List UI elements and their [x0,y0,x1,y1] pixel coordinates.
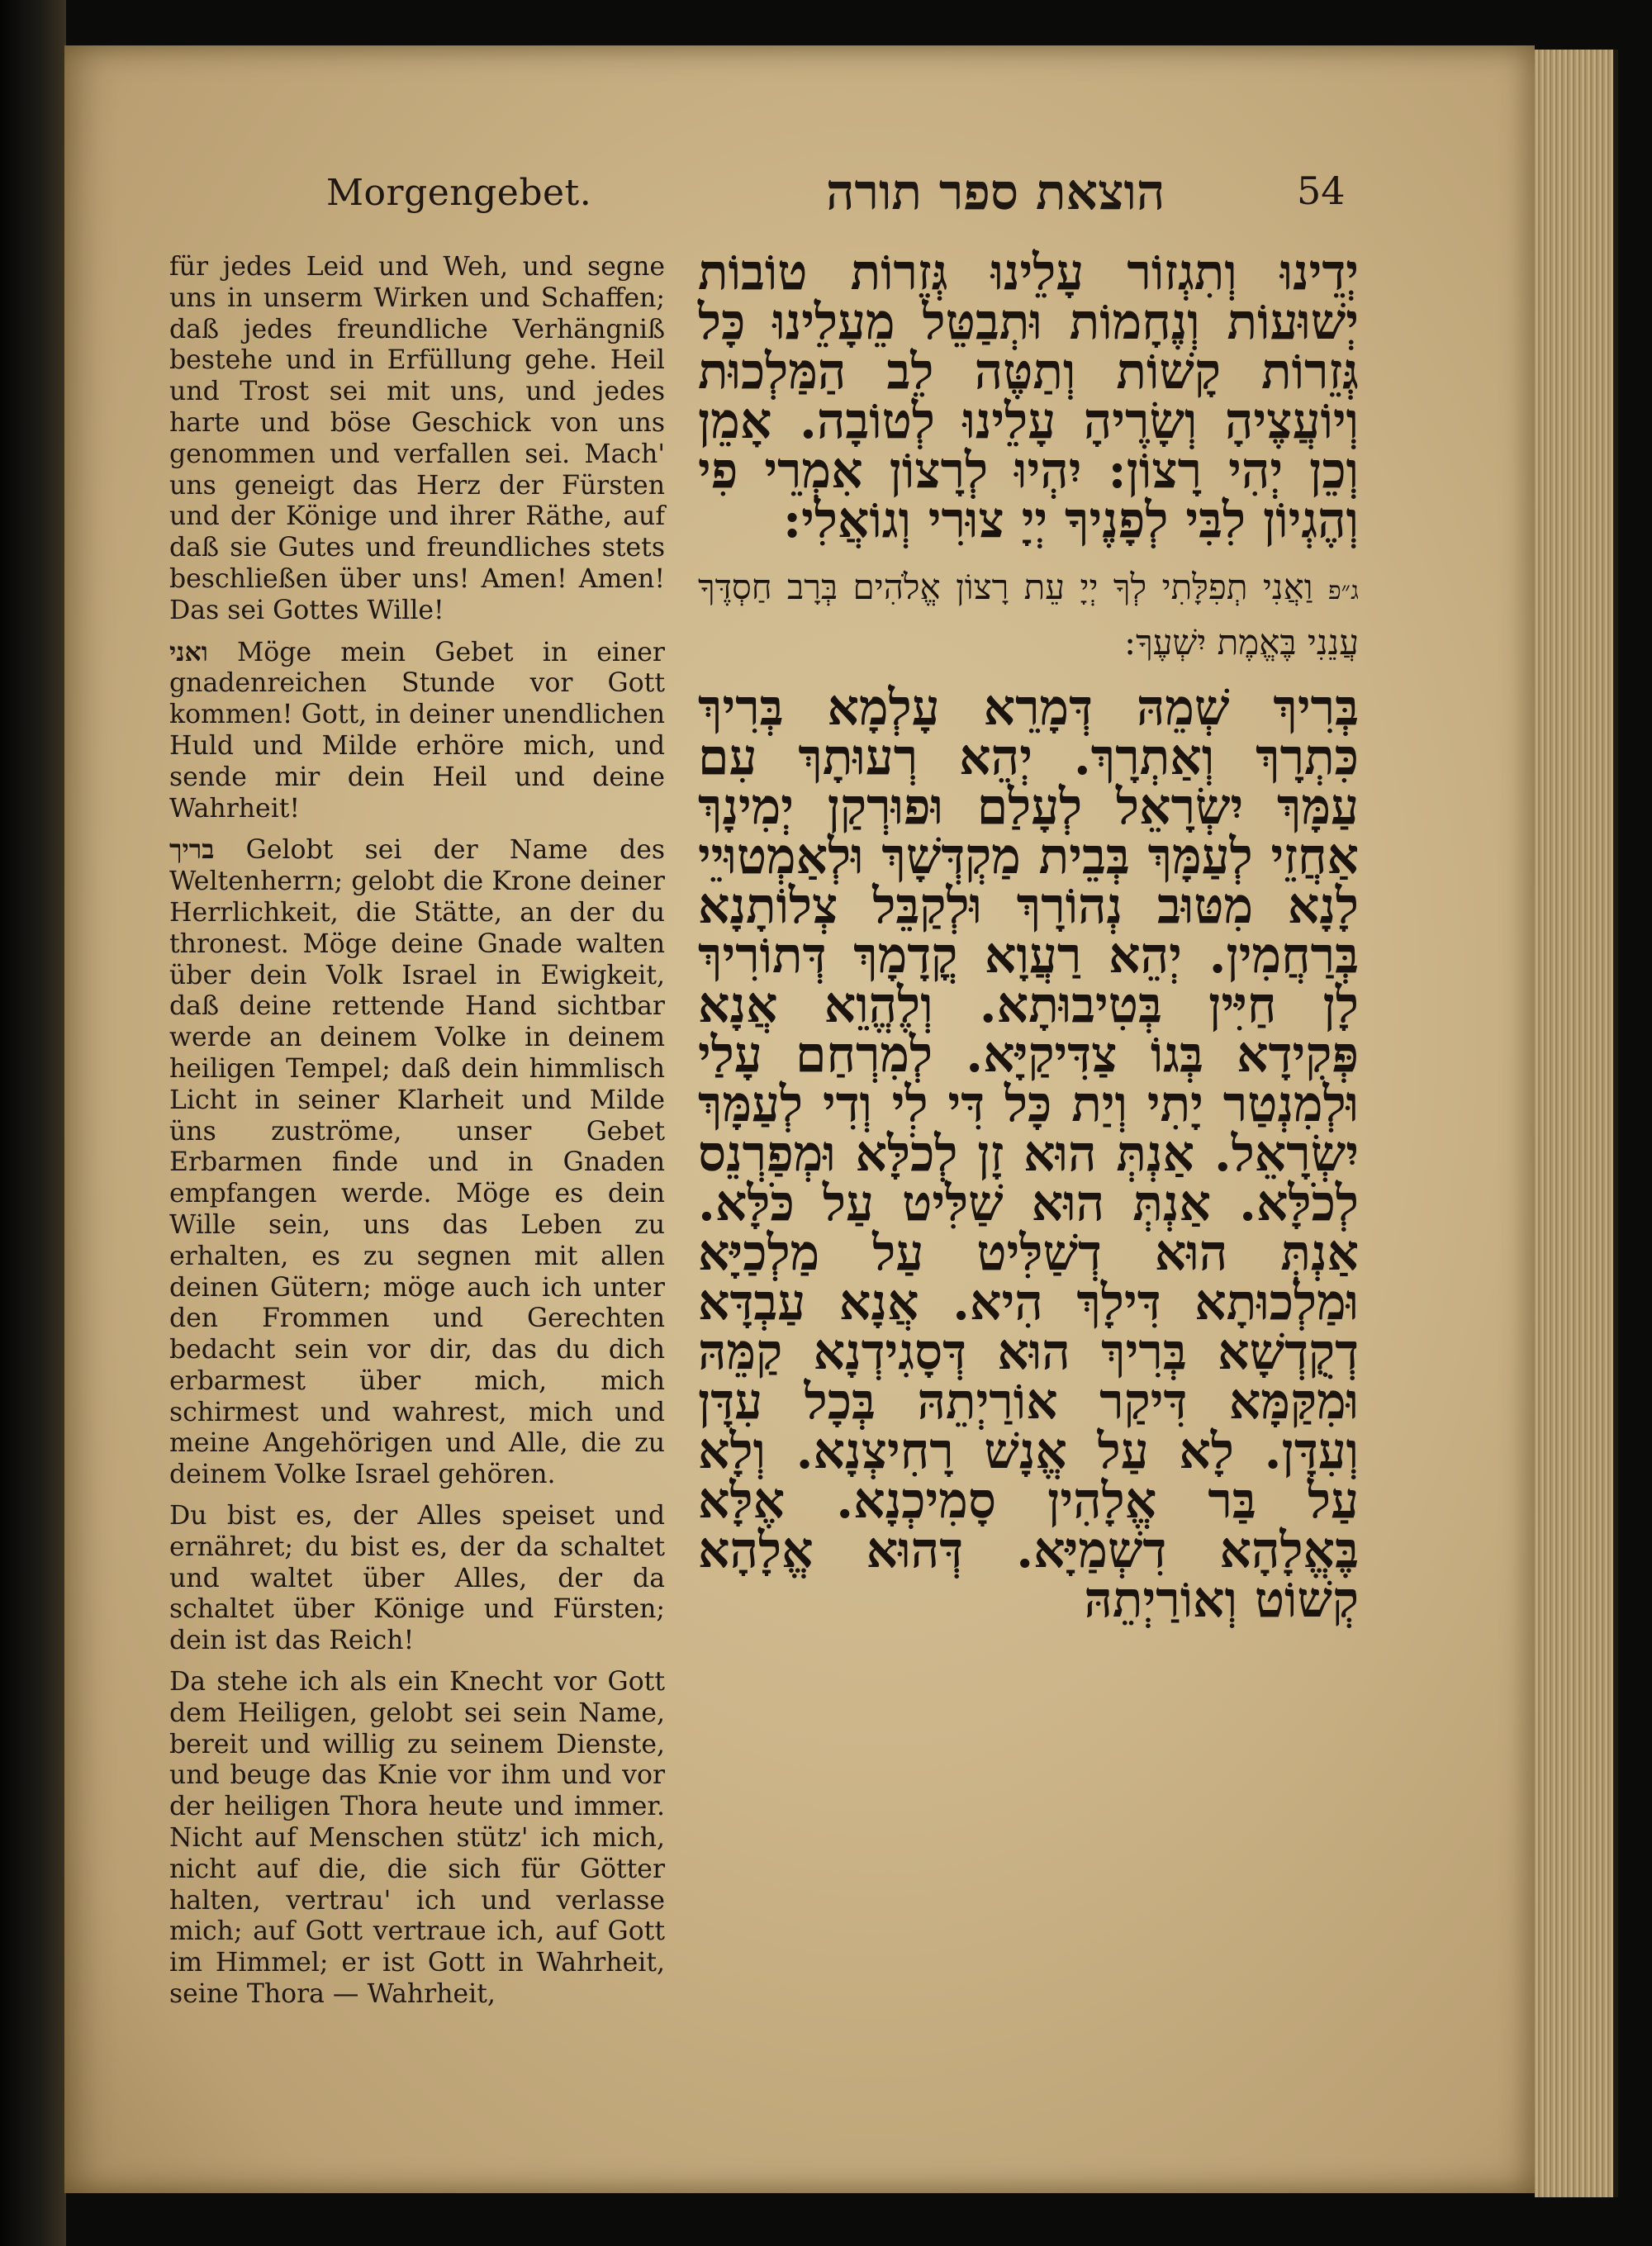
german-paragraph-3-text: Gelobt sei der Name des Weltenherrn; gelobt die Krone deiner Herrlichkeit, die Stätte, an der du thronest. Möge deine Gnade walten über dein Volk Israel in Ewigkeit, daß deine rettende Hand sichtbar werde an deinem Volke in deinem heiligen Tempel; daß dein himmlisch Licht in seiner Klarheit und Milde üns zuströme, unser Gebet Erbarmen finde und in Gnaden empfangen werde. Möge es dein Wille sein, uns das Leben zu erhalten, es zu segnen mit allen deinen Gütern; möge auch ich unter den Frommen und Gerechten bedacht sein vor dir, das du dich erbarmest über mich, mich schirmest und wahrest, mich und meine Angehörigen und Alle, die zu deinem Volke Israel gehören. [169,835,665,1490]
running-title-hebrew: הוצאת ספר תורה [826,164,1165,221]
hebrew-block-1: יְדֵינוּ וְתִגְזוֹר עָלֵינוּ גְּזֵרוֹת טוֹבוֹת יְשׁוּעוֹת וְנֶחָמוֹת וּתְבַטֵּל מֵעָלֵינוּ כָּל גְּזֵרוֹת קָשׁוֹת וְתַטֶּה לֵב הַמַּלְכוּת וְיוֹעֲצֶיהָ וְשָׂרֶיהָ עָלֵינוּ לְטוֹבָה. אָמֵן וְכֵן יְהִי רָצוֹן: יִהְיוּ לְרָצוֹן אִמְרֵי פִי וְהֶגְיוֹן לִבִּי לְפָנֶיךָ יְיָ צוּרִי וְגוֹאֲלִי: [698,244,1359,549]
german-paragraph-2-text: Möge mein Gebet in einer gnadenreichen Stunde vor Gott kommen! Gott, in deiner unendlichen Huld und Milde erhöre mich, und sende mir dein Heil und deine Wahrheit! [169,637,665,824]
page-edges [1535,50,1618,2197]
hebrew-small-verse [698,562,1359,668]
german-paragraph-3 [169,834,665,1491]
german-paragraph-2 [169,637,665,825]
hebrew-small-verse-text: וַאֲנִי תְפִלָּתִי לְךָ יְיָ עֵת רָצוֹן אֱלֹהִים בְּרָב חַסְדֶּךָ עֲנֵנִי בֶּאֱמֶת יִשְׁעֶךָ: [698,567,1359,662]
german-paragraph-4: Du bist es, der Alles speiset und ernähret; du bist es, der da schaltet und waltet über Alles, der da schaltet über Könige und Fürsten; dein ist das Reich! [169,1501,665,1656]
running-title-german: Morgengebet. [326,172,592,214]
german-paragraph-1: für jedes Leid und Weh, und segne uns in unserm Wirken und Schaffen; daß jedes freundliche Verhängniß bestehe und in Erfüllung gehe. Heil und Trost sei mit uns, und jedes harte und böse Geschick von uns genommen und verfallen sei. Mach' uns geneigt das Herz der Fürsten und der Könige und ihrer Räthe, auf daß sie Gutes und freundliches stets beschließen über uns! Amen! Amen! Das sei Gottes Wille! [169,252,665,625]
book-spine-shadow [0,0,66,2246]
hebrew-block-2: בְּרִיךְ שְׁמֵהּ דְּמָרֵא עָלְמָא בְּרִיךְ כִּתְרָךְ וְאַתְרָךְ. יְהֵא רְעוּתָךְ עִם עַמָּךְ יִשְׂרָאֵל לְעָלַם וּפוּרְקַן יְמִינָךְ אַחֲזֵי לְעַמָּךְ בְּבֵית מַקְדְּשָׁךְ וּלְאַמְטוּיֵי לָנָא מִטּוּב נְהוֹרָךְ וּלְקַבֵּל צְלוֹתָנָא בְּרַחֲמִין. יְהֵא רַעֲוָא קֳדָמָךְ דְּתוֹרִיךְ לָן חַיִּין בְּטִיבוּתָא. וְלֶהֱוֵא אֲנָא פְּקִידָא בְּגוֹ צַדִּיקַיָּא. לְמִרְחַם עָלַי וּלְמִנְטַר יָתִי וְיַת כָּל דִּי לִי וְדִי לְעַמָּךְ יִשְׂרָאֵל. אַנְתְּ הוּא זָן לְכֹלָּא וּמְפַרְנֵס לְכֹלָּא. אַנְתְּ הוּא שַׁלִּיט עַל כֹּלָּא. אַנְתְּ הוּא דְשַׁלִּיט עַל מַלְכַיָּא וּמַלְכוּתָא דִּילָךְ הִיא. אֲנָא עַבְדָּא דְקֻדְשָׁא בְּרִיךְ הוּא דְּסָגִידְנָא קַמֵּהּ וּמִקַּמָּא דִּיקַר אוֹרַיְתֵהּ בְּכָל עִדָּן וְעִדָּן. לָא עַל אֱנָשׁ רָחִיצְנָא. וְלָא עַל בַּר אֱלָהִין סָמִיכְנָא. אֶלָּא בֶּאֱלָהָא דִשְׁמַיָּא. דְּהוּא אֱלָהָא קְשׁוֹט וְאוֹרַיְתֵהּ [698,679,1359,1629]
repeat-three-times-marker: ג״פ [1327,577,1359,605]
page-header [248,157,1355,231]
paragraph-marker-hebrew: בריך [169,834,215,866]
page-number: 54 [1297,169,1346,213]
german-translation-column [169,252,665,2053]
german-paragraph-5: Da stehe ich als ein Knecht vor Gott dem Heiligen, gelobt sei sein Name, bereit und willig zu seinem Dienste, und beuge das Knie vor ihm und vor der heiligen Thora heute und immer. Nicht auf Menschen stütz' ich mich, nicht auf die, die sich für Götter halten, vertrau' ich und verlasse mich; auf Gott vertraue ich, auf Gott im Himmel; er ist Gott in Wahrheit, seine Thora — Wahrheit, [169,1667,665,2010]
paragraph-marker-hebrew: ואני [169,636,208,667]
hebrew-prayer-column [698,244,1359,2057]
